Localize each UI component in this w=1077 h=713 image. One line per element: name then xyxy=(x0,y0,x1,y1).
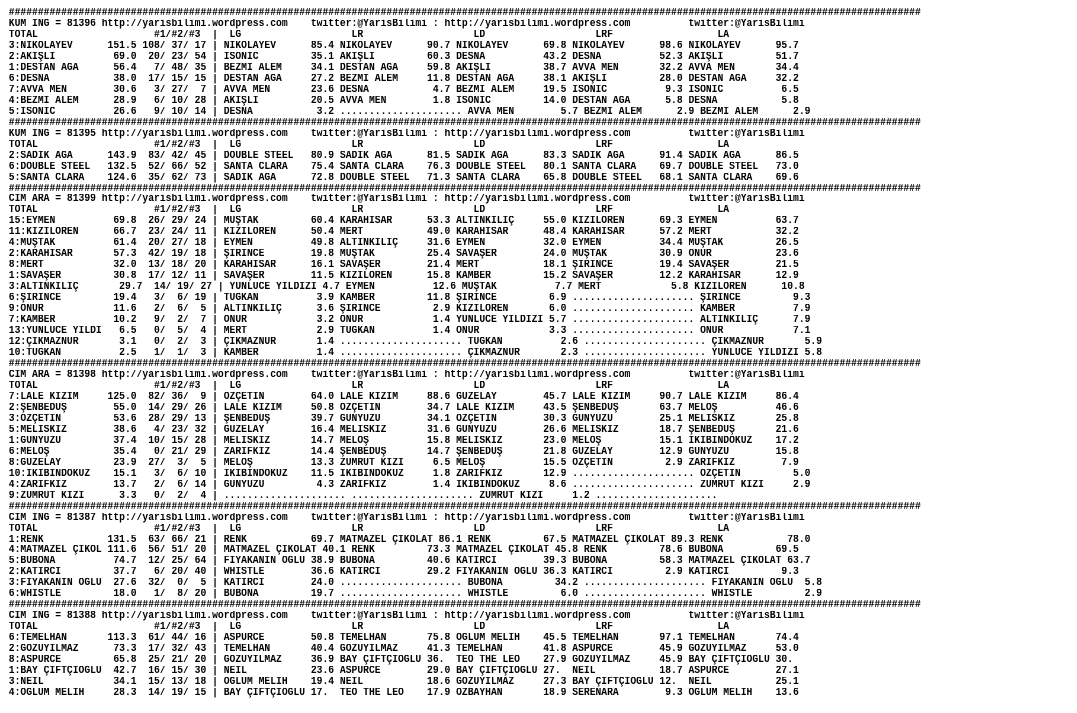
column-header: TOTAL #1/#2/#3 | LG LR LD LRF LA xyxy=(8,205,730,217)
data-row: 5:MELİSKIZ 38.6 4/ 23/ 32 | GÜZELAY 16.4 MELİSKIZ 31.6 GÜNYÜZÜ 26.6 MELİSKIZ 18.7 ŞENBEDÜŞ 21.6 xyxy=(8,424,799,436)
data-row: 1:GÜNYÜZÜ 37.4 10/ 15/ 28 | MELİSKIZ 14.7 MELOŞ 15.8 MELİSKIZ 23.0 MELOŞ 15.1 İKİBİNDOKUZ 17.2 xyxy=(8,435,799,447)
data-row: 5:BUBONA 74.7 12/ 25/ 64 | FİYAKANIN OĞLU 38.9 BUBONA 40.6 KATIRCI 39.3 BUBONA 58.3 MATMAZEL ÇİKOLAT 63.7 xyxy=(8,556,811,568)
column-header: TOTAL #1/#2/#3 | LG LR LD LRF LA xyxy=(8,29,730,41)
data-row: 3:ÖZÇETİN 53.6 28/ 29/ 13 | ŞENBEDÜŞ 39.7 GÜNYÜZÜ 34.1 ÖZÇETİN 30.3 GÜNYÜZÜ 25.1 MELİSKIZ 25.8 xyxy=(8,413,799,425)
race-header: CIM ING = 81387 http://yarisbilimi.wordpress.com twitter:@YarisBilimi : http://yarisbilimi.wordpress.com twitter:@YarisBilimi xyxy=(8,512,805,524)
separator-line: ############################################################################################################################################################# xyxy=(8,183,921,195)
data-row: 6:ŞİRİNCE 19.4 3/ 6/ 19 | TUĞKAN 3.9 KAMBER 11.8 ŞİRİNCE 6.9 ..................... ŞİRİNCE 9.3 xyxy=(8,293,811,305)
data-row: 2:KARAHİSAR 57.3 42/ 19/ 18 | ŞİRİNCE 19.8 MÜŞTAK 25.4 SAVAŞER 24.0 MÜŞTAK 30.9 ONUR 23.6 xyxy=(8,249,799,261)
data-row: 3:NEİL 34.1 15/ 13/ 18 | OĞLUM MELİH 19.4 NEİL 18.6 GÖZÜYILMAZ 27.3 BAY ÇİFTÇİOĞLU 12. NEİL 25.1 xyxy=(8,677,799,689)
data-row: 4:OĞLUM MELİH 28.3 14/ 19/ 15 | BAY ÇİFTÇİOĞLU 17. TEO THE LEO 17.9 ÖZBAYHAN 18.9 SERENARA 9.3 OĞLUM MELİH 13.6 xyxy=(8,688,799,700)
race-header: CIM ARA = 81398 http://yarisbilimi.wordpress.com twitter:@YarisBilimi : http://yarisbilimi.wordpress.com twitter:@YarisBilimi xyxy=(8,369,805,381)
race-header: CIM ING = 81388 http://yarisbilimi.wordpress.com twitter:@YarisBilimi : http://yarisbilimi.wordpress.com twitter:@YarisBilimi xyxy=(8,611,805,623)
data-row: 6:DOUBLE STEEL 132.5 52/ 66/ 52 | SANTA CLARA 75.4 SANTA CLARA 76.3 DOUBLE STEEL 80.1 SANTA CLARA 69.7 DOUBLE STEEL 73.0 xyxy=(8,161,799,173)
separator-line: ############################################################################################################################################################# xyxy=(8,600,921,612)
data-row: 11:KIZILÖREN 66.7 23/ 24/ 11 | KIZILÖREN 50.4 MERT 49.0 KARAHİSAR 48.4 KARAHİSAR 57.2 MERT 32.2 xyxy=(8,227,799,239)
data-row: 12:ÇIKMAZNUR 3.1 0/ 2/ 3 | ÇIKMAZNUR 1.4 ..................... TUĞKAN 2.6 ..................... ÇIKMAZNUR 5.9 xyxy=(8,337,823,349)
data-row: 7:LALE KIZIM 125.0 82/ 36/ 9 | ÖZÇETİN 64.0 LALE KIZIM 88.6 GÜZELAY 45.7 LALE KIZIM 90.7 LALE KIZIM 86.4 xyxy=(8,391,799,403)
data-row: 1:RENK 131.5 63/ 66/ 21 | RENK 69.7 MATMAZEL ÇİKOLAT 86.1 RENK 67.5 MATMAZEL ÇİKOLAT 89.3 RENK 78.0 xyxy=(8,534,811,546)
data-row: 3:FİYAKANIN OĞLU 27.6 32/ 0/ 5 | KATIRCI 24.0 ..................... BUBONA 34.2 ..................... FİYAKANIN OĞLU 5.8 xyxy=(8,578,823,590)
data-row: 3:ALTINKILIÇ 29.7 14/ 19/ 27 | YÜNLÜCE YILDIZI 4.7 EYMEN 12.6 MÜŞTAK 7.7 MERT 5.8 KIZILÖREN 10.8 xyxy=(8,282,805,294)
data-row: 2:SADIK AĞA 143.9 83/ 42/ 45 | DOUBLE STEEL 80.9 SADIK AĞA 81.5 SADIK AĞA 83.3 SADIK AĞA 91.4 SADIK AĞA 86.5 xyxy=(8,150,799,162)
data-row: 6:MELOŞ 35.4 0/ 21/ 29 | ZARİFKIZ 14.4 ŞENBEDÜŞ 14.7 ŞENBEDÜŞ 21.8 GÜZELAY 12.9 GÜNYÜZÜ 15.8 xyxy=(8,446,799,458)
data-row: 8:ASPURCE 65.8 25/ 21/ 20 | GÖZÜYILMAZ 36.9 BAY ÇİFTÇİOĞLU 36. TEO THE LEO 27.9 GÖZÜYILMAZ 45.9 BAY ÇİFTÇİOĞLU 30. xyxy=(8,655,794,667)
race-header: KUM ING = 81395 http://yarisbilimi.wordpress.com twitter:@YarisBilimi : http://yarisbilimi.wordpress.com twitter:@YarisBilimi xyxy=(8,128,805,140)
data-row: 2:ŞENBEDÜŞ 55.0 14/ 29/ 26 | LALE KIZIM 50.8 ÖZÇETİN 34.7 LALE KIZIM 43.5 ŞENBEDÜŞ 63.7 MELOŞ 46.6 xyxy=(8,402,799,414)
column-header: TOTAL #1/#2/#3 | LG LR LD LRF LA xyxy=(8,622,730,634)
data-row: 6:WHISTLE 18.0 1/ 8/ 20 | BUBONA 19.7 ..................... WHISTLE 6.0 ..................... WHISTLE 2.9 xyxy=(8,589,823,601)
data-row: 7:KAMBER 10.2 9/ 2/ 7 | ONUR 3.2 ONUR 1.4 YÜNLÜCE YILDIZI 5.7 ..................... ALTINKILIÇ 7.9 xyxy=(8,315,811,327)
separator-line: ############################################################################################################################################################# xyxy=(8,501,921,513)
data-row: 2:AKIŞLI 69.0 20/ 23/ 54 | ISONIC 35.1 AKIŞLI 60.3 DESNA 43.2 DESNA 52.3 AKIŞLI 51.7 xyxy=(8,51,799,63)
data-row: 6:DESNA 38.0 17/ 15/ 15 | DESTAN AGA 27.2 BEZMİ ALEM 11.8 DESTAN AGA 38.1 AKIŞLI 28.0 DESTAN AGA 32.2 xyxy=(8,73,799,85)
data-row: 10:İKİBİNDOKUZ 15.1 3/ 6/ 10 | İKİBİNDOKUZ 11.5 İKİBİNDOKUZ 1.8 ZARİFKIZ 12.9 ..................... ÖZÇETİN 5.0 xyxy=(8,468,811,480)
separator-line: ############################################################################################################################################################# xyxy=(8,8,921,19)
column-header: TOTAL #1/#2/#3 | LG LR LD LRF LA xyxy=(8,523,730,535)
separator-line: ############################################################################################################################################################# xyxy=(8,359,921,370)
data-row: 1:DESTAN AGA 56.4 7/ 48/ 35 | BEZMİ ALEM 34.1 DESTAN AGA 59.8 AKIŞLI 38.7 AVVA MEN 32.2 AVVA MEN 34.4 xyxy=(8,62,799,74)
data-row: 9:ONUR 11.6 2/ 6/ 5 | ALTINKILIÇ 3.6 ŞİRİNCE 2.9 KIZILÖREN 6.0 ..................... KAMBER 7.9 xyxy=(8,304,811,316)
data-row: 8:GÜZELAY 23.9 27/ 3/ 5 | MELOŞ 13.3 ZÜMRÜT KIZI 6.5 MELOŞ 15.5 ÖZÇETİN 2.9 ZARİFKIZ 7.9 xyxy=(8,457,799,469)
data-row: 4:ZARİFKIZ 13.7 2/ 6/ 14 | GÜNYÜZÜ 4.3 ZARİFKIZ 1.4 İKİBİNDOKUZ 8.6 ..................... ZÜMRÜT KIZI 2.9 xyxy=(8,479,811,491)
data-row: 2:GÖZÜYILMAZ 73.3 17/ 32/ 43 | TEMELHAN 40.4 GÖZÜYILMAZ 41.3 TEMELHAN 41.8 ASPURCE 45.9 GÖZÜYILMAZ 53.0 xyxy=(8,644,799,656)
data-row: 7:AVVA MEN 30.6 3/ 27/ 7 | AVVA MEN 23.6 DESNA 4.7 BEZMİ ALEM 19.5 ISONIC 9.3 ISONIC 6.5 xyxy=(8,84,799,96)
data-row: 5:SANTA CLARA 124.6 35/ 62/ 73 | SADIK AĞA 72.8 DOUBLE STEEL 71.3 SANTA CLARA 65.8 DOUBLE STEEL 68.1 SANTA CLARA 69.6 xyxy=(8,172,799,184)
data-row: 6:TEMELHAN 113.3 61/ 44/ 16 | ASPURCE 50.8 TEMELHAN 75.8 OĞLUM MELİH 45.5 TEMELHAN 97.1 TEMELHAN 74.4 xyxy=(8,633,799,645)
race-header: KUM ING = 81396 http://yarisbilimi.wordpress.com twitter:@YarisBilimi : http://yarisbilimi.wordpress.com twitter:@YarisBilimi xyxy=(8,18,805,30)
data-row: 4:MÜŞTAK 61.4 20/ 27/ 18 | EYMEN 49.8 ALTINKILIÇ 31.6 EYMEN 32.0 EYMEN 34.4 MÜŞTAK 26.5 xyxy=(8,238,799,250)
column-header: TOTAL #1/#2/#3 | LG LR LD LRF LA xyxy=(8,380,730,392)
data-row: 13:YÜNLÜCE YILDI 6.5 0/ 5/ 4 | MERT 2.9 TUĞKAN 1.4 ONUR 3.3 ..................... ONUR 7.1 xyxy=(8,326,811,338)
data-row: 5:ISONIC 26.6 9/ 10/ 14 | DESNA 3.2 ..................... AVVA MEN 5.7 BEZMİ ALEM 2.9 BEZMİ ALEM 2.9 xyxy=(8,106,811,118)
data-row: 2:KATIRCI 37.7 6/ 20/ 40 | WHISTLE 36.6 KATIRCI 29.2 FİYAKANIN OĞLU 36.3 KATIRCI 2.9 KATIRCI 9.3 xyxy=(8,567,799,579)
data-row: 4:BEZMİ ALEM 28.9 6/ 10/ 28 | AKIŞLI 20.5 AVVA MEN 1.8 ISONIC 14.0 DESTAN AGA 5.8 DESNA 5.8 xyxy=(8,95,799,107)
data-row: 9:ZÜMRÜT KIZI 3.3 0/ 2/ 4 | ..................... ..................... ZÜMRÜT KIZI 1.2 ..................... xyxy=(8,490,718,502)
separator-line: ############################################################################################################################################################# xyxy=(8,117,921,129)
column-header: TOTAL #1/#2/#3 | LG LR LD LRF LA xyxy=(8,139,730,151)
data-row: 4:MATMAZEL ÇİKOL 111.6 56/ 51/ 20 | MATMAZEL ÇİKOLAT 40.1 RENK 73.3 MATMAZEL ÇİKOLAT 45.8 RENK 78.6 BUBONA 69.5 xyxy=(8,545,799,557)
data-row: 10:TUĞKAN 2.5 1/ 1/ 3 | KAMBER 1.4 ..................... ÇIKMAZNUR 2.3 ..................... YÜNLÜCE YILDIZI 5.8 xyxy=(8,348,823,359)
data-row: 1:SAVAŞER 30.8 17/ 12/ 11 | SAVAŞER 11.5 KIZILÖREN 15.8 KAMBER 15.2 SAVAŞER 12.2 KARAHİSAR 12.9 xyxy=(8,271,799,283)
data-row: 15:EYMEN 69.8 26/ 29/ 24 | MÜŞTAK 60.4 KARAHİSAR 53.3 ALTINKILIÇ 55.0 KIZILÖREN 69.3 EYMEN 63.7 xyxy=(8,216,799,228)
race-header: CIM ARA = 81399 http://yarisbilimi.wordpress.com twitter:@YarisBilimi : http://yarisbilimi.wordpress.com twitter:@YarisBilimi xyxy=(8,194,805,206)
data-row: 1:BAY ÇİFTÇİOĞLU 42.7 16/ 15/ 30 | NEİL 23.6 ASPURCE 29.0 BAY ÇİFTÇİOĞLU 27. NEİL 18.7 ASPURCE 27.1 xyxy=(8,666,799,678)
data-row: 3:NIKOLAYEV 151.5 108/ 37/ 17 | NIKOLAYEV 85.4 NIKOLAYEV 90.7 NIKOLAYEV 69.8 NIKOLAYEV 98.6 NIKOLAYEV 95.7 xyxy=(8,40,799,52)
data-row: 8:MERT 32.0 13/ 18/ 20 | KARAHİSAR 16.1 SAVAŞER 21.4 MERT 18.1 ŞİRİNCE 19.4 SAVAŞER 21.5 xyxy=(8,260,799,272)
